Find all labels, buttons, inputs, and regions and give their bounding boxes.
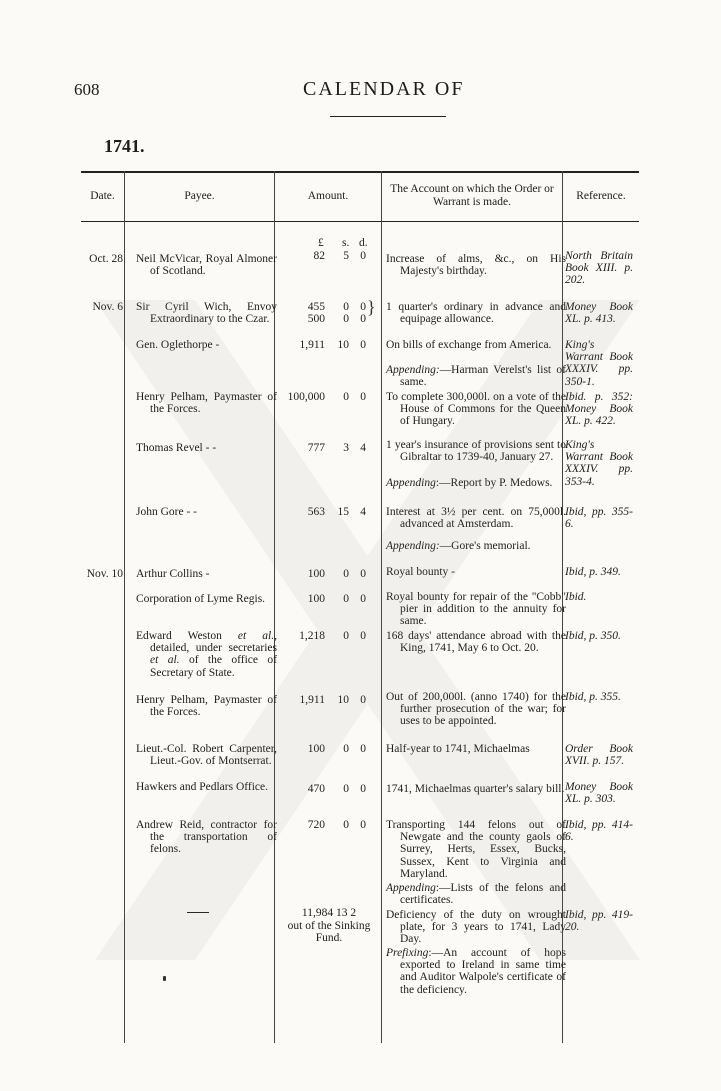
amount-brace: }	[367, 297, 376, 317]
entry-reference: King's Warrant Book XXXIV. pp. 350-1.	[565, 339, 633, 388]
entry-account: To complete 300,000l. on a vote of the House of Commons for the Queen of Hungary.	[386, 391, 566, 428]
entry-payee: Neil McVicar, Royal Almoner of Scotland.	[136, 253, 277, 278]
payments-table	[81, 171, 639, 1043]
amount-pence: 0	[360, 819, 366, 831]
appending-text: :—An account of hops exported to Ireland in same time and Auditor Walpole's certificate of the deficiency.	[400, 947, 566, 996]
amount-pounds: 470	[307, 783, 325, 795]
amount-shillings: 0	[343, 819, 349, 831]
amount-pounds: 1,911	[299, 339, 325, 351]
entry-payee: Henry Pelham, Paymaster of the Forces.	[136, 391, 277, 416]
column-divider	[381, 171, 382, 1043]
entry-account: Increase of alms, &c., on His Majesty's birthday.	[386, 253, 566, 278]
payee-text: Edward Weston	[136, 630, 238, 642]
appending-label: Appending	[386, 882, 436, 894]
amount-pence: 0	[360, 568, 366, 580]
running-title: CALENDAR OF	[303, 78, 465, 100]
entry-reference: Ibid, pp. 414-6.	[565, 819, 633, 844]
amount-pence: 0	[360, 313, 366, 325]
amount-pounds: 82	[313, 250, 325, 262]
amount-pounds: 1,218	[299, 630, 325, 642]
amount-pence: 0	[360, 694, 366, 706]
entry-reference: Ibid, p. 350.	[565, 630, 621, 642]
entry-payee: Lieut.-Col. Robert Carpenter, Lieut.-Gov. of Montserrat.	[136, 743, 277, 768]
amount-shillings: 10	[337, 339, 349, 351]
appending-text: —Gore's memorial.	[439, 540, 531, 552]
entry-account: Transporting 144 felons out of Newgate and the county gaols of Surrey, Herts, Essex, Bucks, Sussex, Kent to Virginia and Maryland.	[386, 819, 566, 880]
amount-pounds: 100	[307, 593, 325, 605]
entry-reference: Ibid.	[565, 591, 587, 603]
entry-reference: Ibid, p. 349.	[565, 566, 621, 578]
amount-shillings: 0	[343, 593, 349, 605]
entry-appending	[386, 882, 566, 906]
ink-speck	[163, 976, 166, 981]
payee-text-italic: et al.	[237, 630, 275, 642]
entry-payee	[136, 630, 277, 679]
column-divider	[124, 171, 125, 1043]
entry-account: Interest at 3½ per cent. on 75,000l. advanced at Amsterdam.	[386, 506, 566, 531]
amount-shillings: 0	[343, 743, 349, 755]
payee-text: , detailed, under secretaries	[150, 630, 277, 655]
amount-shillings: 0	[343, 630, 349, 642]
entry-payee: Arthur Collins -	[136, 568, 210, 580]
amount-pounds: 777	[307, 442, 325, 454]
payee-text-italic: et al.	[150, 654, 180, 667]
entry-appending	[386, 477, 566, 489]
amount-shillings: 0	[343, 301, 349, 313]
entry-date: Oct. 28	[89, 253, 123, 265]
appending-label: Appending:	[386, 540, 440, 552]
entry-payee: Gen. Oglethorpe -	[136, 339, 220, 351]
entry-account: 1 quarter's ordinary in advance and equipage allowance.	[386, 301, 566, 326]
amount-total: 11,984 13 2	[301, 907, 357, 919]
amount-shillings: 5	[343, 250, 349, 262]
amount-pence: 0	[360, 630, 366, 642]
amount-pence: 0	[360, 250, 366, 262]
amount-pounds: 1,911	[299, 694, 325, 706]
amount-pounds: 100	[307, 568, 325, 580]
amount-shillings: 0	[343, 783, 349, 795]
entry-payee: Thomas Revel - -	[136, 442, 217, 454]
entry-payee: John Gore - -	[136, 506, 197, 518]
entry-account: On bills of exchange from America.	[386, 339, 552, 351]
entry-appending	[386, 540, 566, 552]
appending-label: Appending:	[386, 364, 440, 376]
entry-reference: Money Book XL. p. 303.	[565, 781, 633, 806]
amount-shillings: 3	[343, 442, 349, 454]
account-column-header: The Account on which the Order or Warrant is made.	[390, 183, 554, 208]
amount-note: out of the Sinking Fund.	[287, 920, 371, 945]
payee-column-header: Payee.	[184, 190, 215, 202]
appending-text: —Harman Verelst's list of same.	[400, 364, 566, 389]
amount-pounds: 100	[307, 743, 325, 755]
entry-reference: Ibid, pp. 355-6.	[565, 506, 633, 531]
amount-shillings: 0	[343, 313, 349, 325]
payee-text: of the office of Secretary of State.	[150, 654, 277, 679]
entry-account: 168 days' attendance abroad with the King, 1741, May 6 to Oct. 20.	[386, 630, 566, 655]
entry-reference: King's Warrant Book XXXIV. pp. 353-4.	[565, 439, 633, 488]
page-number: 608	[74, 80, 100, 99]
amount-pence: 0	[360, 593, 366, 605]
amount-shillings: 10	[337, 694, 349, 706]
amount-pence: 0	[360, 301, 366, 313]
appending-label: Prefixing	[386, 947, 429, 959]
date-column-header: Date.	[90, 190, 115, 202]
entry-account: 1 year's insurance of provisions sent to Gibraltar to 1739-40, January 27.	[386, 439, 566, 464]
entry-reference: North Britain Book XIII. p. 202.	[565, 250, 633, 287]
appending-label: Appending	[386, 477, 436, 489]
amount-shillings: 0	[343, 568, 349, 580]
shillings-symbol: s.	[342, 237, 350, 249]
amount-pence: 0	[360, 339, 366, 351]
entry-account: Deficiency of the duty on wrought plate, for 3 years to 1741, Lady Day.	[386, 909, 566, 946]
amount-pounds: 100,000	[287, 391, 325, 403]
entry-date: Nov. 10	[86, 568, 123, 580]
payee-dash	[187, 912, 209, 913]
amount-pounds: 563	[307, 506, 325, 518]
header-rule	[330, 116, 446, 117]
amount-pounds: 720	[307, 819, 325, 831]
entry-reference: Ibid, p. 355.	[565, 691, 621, 703]
amount-shillings: 15	[337, 506, 349, 518]
amount-pence: 0	[360, 743, 366, 755]
amount-pence: 4	[360, 442, 366, 454]
entry-reference: Money Book XL. p. 413.	[565, 301, 633, 326]
amount-shillings: 0	[343, 391, 349, 403]
amount-pounds: 455	[307, 301, 325, 313]
entry-reference: Ibid. p. 352: Money Book XL. p. 422.	[565, 391, 633, 428]
entry-date: Nov. 6	[92, 301, 123, 313]
year-heading: 1741.	[104, 136, 145, 156]
amount-pence: 4	[360, 506, 366, 518]
appending-text: :—Report by P. Medows.	[435, 477, 553, 489]
table-top-rule	[81, 171, 639, 173]
header-bottom-rule	[81, 221, 639, 222]
amount-pence: 0	[360, 391, 366, 403]
entry-payee: Andrew Reid, contractor for the transportation of felons.	[136, 819, 277, 856]
entry-payee: Hawkers and Pedlars Office.	[136, 781, 268, 793]
entry-payee: Henry Pelham, Paymaster of the Forces.	[136, 694, 277, 719]
reference-column-header: Reference.	[576, 190, 626, 202]
amount-pounds: 500	[307, 313, 325, 325]
pounds-symbol: £	[318, 237, 324, 249]
entry-reference: Ibid, pp. 419-20.	[565, 909, 633, 934]
pence-symbol: d.	[359, 237, 368, 249]
entry-appending	[386, 947, 566, 996]
entry-account: Royal bounty -	[386, 566, 455, 578]
amount-pence: 0	[360, 783, 366, 795]
entry-appending	[386, 364, 566, 388]
amount-column-header: Amount.	[307, 190, 349, 202]
entry-account: Out of 200,000l. (anno 1740) for the further prosecution of the war; for uses to be appointed.	[386, 691, 566, 728]
entry-account: 1741, Michaelmas quarter's salary bill.	[386, 783, 565, 795]
entry-account: Royal bounty for repair of the "Cobb" pier in addition to the annuity for same.	[386, 591, 566, 628]
entry-payee: Corporation of Lyme Regis.	[136, 593, 266, 605]
entry-payee: Sir Cyril Wich, Envoy Extraordinary to the Czar.	[136, 301, 277, 326]
appending-text: :—Lists of the felons and certificates.	[400, 882, 566, 907]
entry-reference: Order Book XVII. p. 157.	[565, 743, 633, 768]
entry-account: Half-year to 1741, Michaelmas	[386, 743, 530, 755]
